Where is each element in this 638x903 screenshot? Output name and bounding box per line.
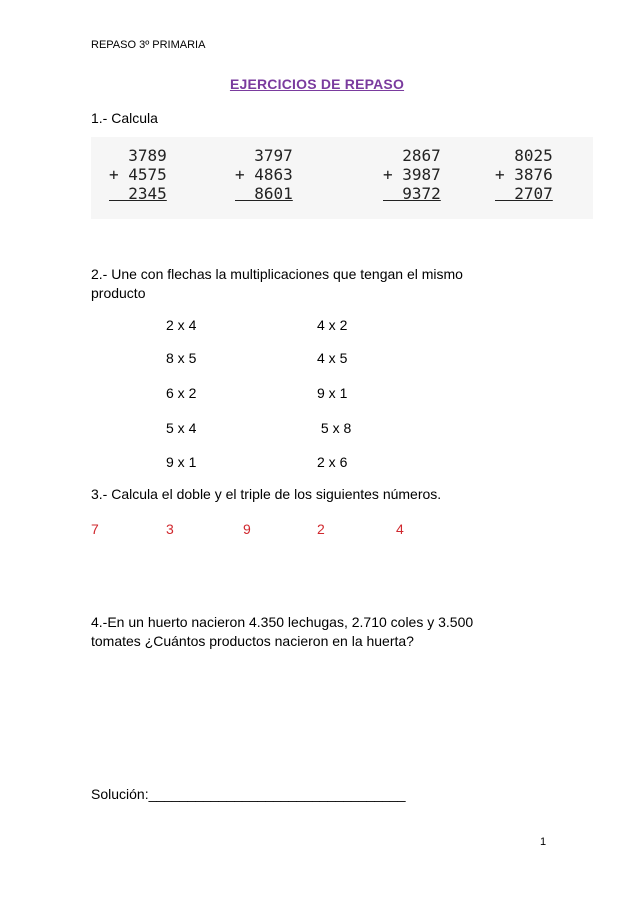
page-title-wrap <box>0 76 638 94</box>
left-product-1: 2 x 4 <box>166 317 197 333</box>
operation-3-result: 9372 <box>383 184 441 203</box>
right-product-1: 4 x 2 <box>317 317 348 333</box>
exercise-4-prompt-line2: tomates ¿Cuántos productos nacieron en la huerta? <box>91 633 414 649</box>
operation-2-middle: + 4863 <box>235 165 293 184</box>
operation-1-result: 2345 <box>109 184 167 203</box>
right-product-5: 2 x 6 <box>317 454 348 470</box>
left-product-2: 8 x 5 <box>166 350 197 366</box>
left-product-5: 9 x 1 <box>166 454 197 470</box>
right-product-3: 9 x 1 <box>317 385 348 401</box>
addition-operations-image <box>91 137 593 219</box>
operation-2-result: 8601 <box>235 184 293 203</box>
exercise-1-prompt: 1.- Calcula <box>91 110 158 126</box>
operation-3 <box>383 146 441 203</box>
operation-4-middle: + 3876 <box>495 165 553 184</box>
page-header: REPASO 3º PRIMARIA <box>91 39 206 51</box>
right-product-2: 4 x 5 <box>317 350 348 366</box>
page-number: 1 <box>540 836 547 848</box>
operation-1-top: 3789 <box>109 146 167 165</box>
page-title: EJERCICIOS DE REPASO <box>229 76 405 92</box>
operation-4-result: 2707 <box>495 184 553 203</box>
operation-4-top: 8025 <box>495 146 553 165</box>
exercise-4-prompt-line1: 4.-En un huerto nacieron 4.350 lechugas, 2.710 coles y 3.500 <box>91 614 474 630</box>
operation-1-middle: + 4575 <box>109 165 167 184</box>
operation-1 <box>109 146 167 203</box>
number-4: 2 <box>317 521 325 537</box>
left-product-4: 5 x 4 <box>166 420 197 436</box>
solution-line: Solución:_________________________________ <box>91 786 406 802</box>
operation-2-top: 3797 <box>235 146 293 165</box>
right-product-4: 5 x 8 <box>317 420 352 436</box>
number-2: 3 <box>166 521 174 537</box>
number-5: 4 <box>396 521 404 537</box>
operation-3-middle: + 3987 <box>383 165 441 184</box>
operation-3-top: 2867 <box>383 146 441 165</box>
exercise-3-prompt: 3.- Calcula el doble y el triple de los siguientes números. <box>91 486 442 502</box>
exercise-2-prompt-line1: 2.- Une con flechas la multiplicaciones que tengan el mismo <box>91 266 463 282</box>
exercise-2-prompt-line2: producto <box>91 285 146 301</box>
number-1: 7 <box>91 521 99 537</box>
operation-2 <box>235 146 293 203</box>
number-3: 9 <box>243 521 251 537</box>
operation-4 <box>495 146 553 203</box>
left-product-3: 6 x 2 <box>166 385 197 401</box>
